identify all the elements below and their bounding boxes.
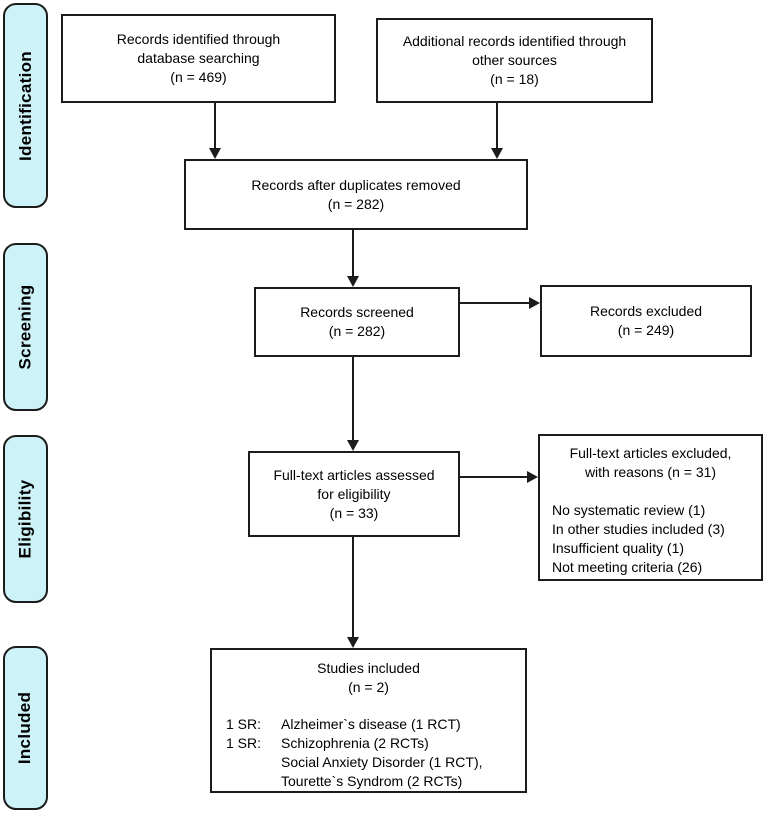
arrow-database-to-duplicates-head (209, 148, 221, 159)
stage-eligibility-label: Eligibility (15, 479, 35, 559)
box-records-identified-count: (n = 469) (170, 69, 227, 85)
stage-included-label: Included (15, 691, 35, 765)
arrow-sources-to-duplicates-head (491, 148, 503, 159)
stage-identification-label: Identification (15, 50, 35, 161)
box-records-identified (61, 14, 336, 103)
box-studies-included (210, 648, 527, 793)
study-entry (226, 715, 483, 734)
reason-item: In other studies included (3) (552, 521, 725, 537)
study-entry-text: Alzheimer`s disease (1 RCT) (281, 716, 461, 732)
box-duplicates-removed-line-1: Records after duplicates removed (251, 176, 461, 193)
box-additional-records (376, 18, 653, 103)
arrow-fulltext-to-excluded-line (460, 476, 527, 478)
arrow-fulltext-to-included-line (352, 537, 354, 637)
box-fulltext-excluded (538, 434, 763, 581)
study-entry-text: Tourette`s Syndrom (2 RCTs) (281, 773, 463, 789)
arrow-fulltext-to-excluded-head (527, 471, 538, 483)
study-entry-prefix: 1 SR: (226, 735, 262, 751)
box-duplicates-removed-count: (n = 282) (327, 195, 385, 212)
box-additional-records-line-1: Additional records identified through (402, 33, 627, 49)
study-entry (226, 753, 483, 772)
stage-eligibility (3, 435, 48, 603)
stage-screening (3, 243, 48, 411)
box-records-excluded-count: (n = 249) (617, 322, 675, 338)
reason-item: Not meeting criteria (26) (552, 559, 703, 575)
reason-item: Insufficient quality (1) (552, 540, 685, 556)
arrow-database-to-duplicates-line (214, 103, 216, 148)
box-records-screened-line-1: Records screened (300, 304, 414, 320)
box-fulltext-assessed (248, 451, 460, 537)
stage-included (3, 646, 48, 810)
arrow-screened-to-excluded-line (460, 302, 529, 304)
box-records-excluded-line-1: Records excluded (589, 303, 703, 319)
study-entry (226, 772, 483, 791)
study-entry-text: Schizophrenia (2 RCTs) (281, 735, 429, 751)
box-studies-included-count: (n = 2) (348, 679, 389, 695)
fulltext-excluded-reasons (540, 501, 725, 577)
study-entry (226, 734, 483, 753)
box-records-screened-count: (n = 282) (328, 323, 386, 339)
arrow-duplicates-to-screened-head (347, 276, 359, 287)
box-additional-records-line-2: other sources (472, 52, 557, 68)
box-additional-records-count: (n = 18) (490, 71, 539, 87)
box-fulltext-assessed-line-2: for eligibility (317, 485, 391, 502)
box-records-screened (254, 287, 460, 357)
arrow-screened-to-excluded-head (529, 297, 540, 309)
arrow-screened-to-fulltext-head (347, 440, 359, 451)
stage-identification (3, 3, 48, 208)
box-fulltext-assessed-line-1: Full-text articles assessed (273, 466, 435, 483)
box-records-identified-line-1: Records identified through (116, 31, 281, 47)
stage-screening-label: Screening (15, 284, 35, 370)
arrow-sources-to-duplicates-line (496, 103, 498, 148)
box-records-identified-line-2: database searching (137, 50, 260, 66)
box-fulltext-excluded-title-2: with reasons (n = 31) (584, 464, 717, 480)
box-fulltext-excluded-title-1: Full-text articles excluded, (569, 445, 732, 461)
arrow-duplicates-to-screened-line (352, 230, 354, 276)
box-records-excluded (540, 285, 752, 357)
study-entry-prefix (226, 753, 281, 772)
study-entry-prefix: 1 SR: (226, 716, 262, 732)
reason-item: No systematic review (1) (552, 502, 706, 518)
box-duplicates-removed (184, 159, 528, 230)
arrow-fulltext-to-included-head (347, 637, 359, 648)
box-studies-included-title-1: Studies included (317, 660, 420, 676)
studies-included-entries (212, 715, 483, 791)
box-fulltext-assessed-count: (n = 33) (329, 504, 379, 521)
study-entry-text: Social Anxiety Disorder (1 RCT), (281, 754, 483, 770)
study-entry-prefix (226, 772, 281, 791)
arrow-screened-to-fulltext-line (352, 357, 354, 440)
